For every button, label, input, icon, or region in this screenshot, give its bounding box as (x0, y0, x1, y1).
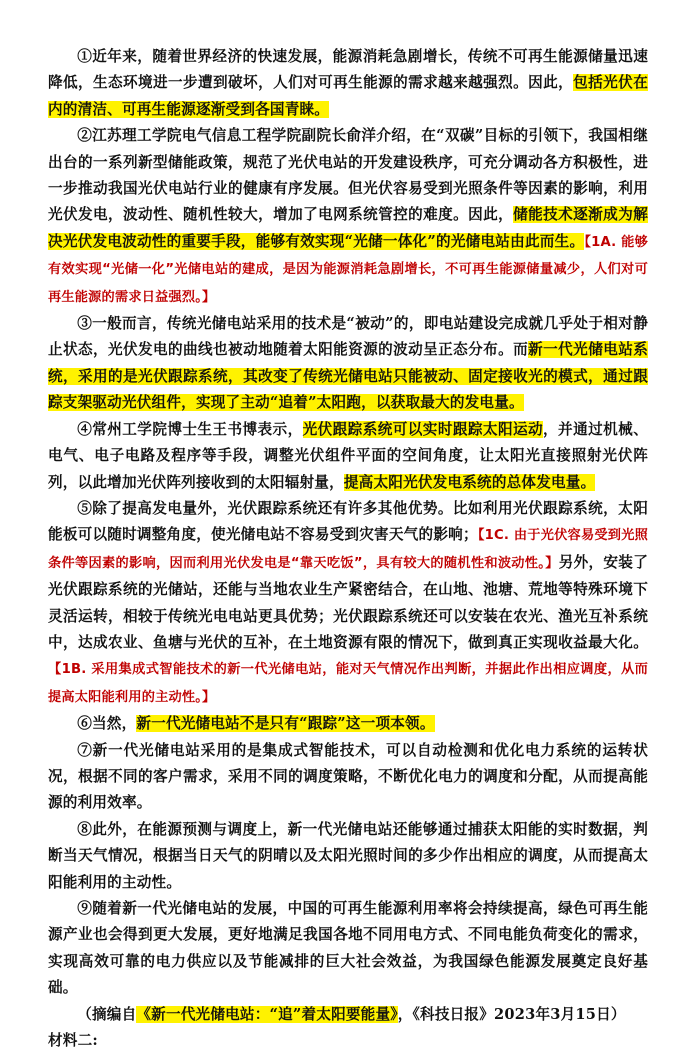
p8-text: ⑧此外，在能源预测与调度上，新一代光储电站还能够通过捕获太阳能的实时数据，判断当天气情况，根据当日天气的阴晴以及太阳光照时间的多少作出相应的调度，从而提高太阳能利用的主动性。 (48, 820, 648, 891)
p2-text: ②江苏理工学院电气信息工程学院副院长俞洋介绍，在“双碳”目标的引领下，我国相继出台的一系列新型储能政策，规范了光伏电站的开发建设秩序，可充分调动各方积极性，进一步推动我国光伏电站行业的健康有序发展。但光伏容易受到光照条件等因素的影响，利用光伏发电，波动性、随机性较大，增加了电网系统管控的难度。因此， (48, 127, 648, 224)
p7-text: ⑦新一代光储电站采用的是集成式智能技术，可以自动检测和优化电力系统的运转状况，根据不同的客户需求，采用不同的调度策略，不断优化电力的调度和分配，从而提高能源的利用效率。 (48, 741, 648, 812)
source-title: 《新一代光储电站：“追”着太阳要能量》 (136, 1005, 398, 1023)
paragraph-9 (48, 896, 648, 1002)
p2-annotation: 【1A. 能够有效实现“光储一化”光储电站的建成，是因为能源消耗急剧增长，不可再生能源储量减少，人们对可再生能源的需求日益强烈。】 (48, 234, 648, 305)
p4-text-b: ，并通过机械、电气、电子电路及程序等手段，调整光伏组件平面的空间角度，让太阳光直接照射光伏阵列，以此增加光伏阵列接收到的太阳辐射量， (48, 420, 648, 491)
source-citation (48, 1002, 648, 1028)
source-suffix: ，《科技日报》2023年3月15日） (397, 1005, 626, 1023)
p3-highlight: 新一代光储电站系统，采用的是光伏跟踪系统，其改变了传统光储电站只能被动、固定接收光的模式，通过跟踪支架驱动光伏组件，实现了主动“追着”太阳跑，以获取最大的发电量。 (48, 341, 649, 412)
paragraph-1 (48, 44, 648, 123)
paragraph-8 (48, 817, 648, 896)
p5-annotation-a: 【1C. 由于光伏容易受到光照条件等因素的影响，因而利用光伏发电是“靠天吃饭”，具有较大的随机性和波动性。】 (48, 528, 648, 571)
paragraph-6 (48, 711, 648, 737)
p6-highlight: 新一代光储电站不是只有“跟踪”这一项本领。 (136, 715, 435, 733)
paragraph-5 (48, 496, 648, 711)
source-prefix: （摘编自 (77, 1005, 137, 1023)
p5-annotation-b: 【1B. 采用集成式智能技术的新一代光储电站，能对天气情况作出判断，并据此作出相应调度，从而提高太阳能利用的主动性。】 (48, 662, 648, 705)
document-page (48, 44, 648, 1054)
paragraph-2 (48, 123, 648, 311)
paragraph-7 (48, 738, 648, 817)
paragraph-3 (48, 311, 648, 417)
material-label: 材料二: (48, 1032, 98, 1050)
p1-highlight: 包括光伏在内的清洁、可再生能源逐渐受到各国青睐。 (48, 74, 648, 118)
p5-text-b: 另外，安装了光伏跟踪系统的光储站，还能与当地农业生产紧密结合，在山地、池塘、荒地等特殊环境下灵活运转，相较于传统光电电站更具优势；光伏跟踪系统还可以安装在农光、渔光互补系统中，达成农业、鱼塘与光伏的互补，在土地资源有限的情况下，做到真正实现收益最大化。 (48, 553, 649, 651)
p1-text: ①近年来，随着世界经济的快速发展，能源消耗急剧增长，传统不可再生能源储量迅速降低，生态环境进一步遭到破坏，人们对可再生能源的需求越来越强烈。因此， (48, 48, 648, 92)
p5-text-a: ⑤除了提高发电量外，光伏跟踪系统还有许多其他优势。比如利用光伏跟踪系统，太阳能板可以随时调整角度，使光储电站不容易受到灾害天气的影响； (48, 499, 648, 544)
paragraph-4 (48, 417, 648, 496)
p3-text: ③一般而言，传统光储电站采用的技术是“被动”的，即电站建设完成就几乎处于相对静止状态，光伏发电的曲线也被动地随着太阳能资源的波动呈正态分布。而 (48, 315, 648, 359)
p4-highlight-b: 提高太阳光伏发电系统的总体发电量。 (343, 473, 596, 491)
p9-text: ⑨随着新一代光储电站的发展，中国的可再生能源利用率将会持续提高，绿色可再生能源产业也会得到更大发展，更好地满足我国各地不同用电方式、不同电能负荷变化的需求，实现高效可靠的电力供应以及节能减排的巨大社会效益，为我国绿色能源发展奠定良好基础。 (48, 900, 648, 997)
p6-text: ⑥当然， (77, 715, 137, 733)
p2-highlight: 储能技术逐渐成为解决光伏发电波动性的重要手段，能够有效实现“光储一体化”的光储电站由此而生。 (48, 206, 648, 250)
p4-text-a: ④常州工学院博士生王书博表示， (77, 420, 303, 438)
p4-highlight-a: 光伏跟踪系统可以实时跟踪太阳运动 (302, 420, 544, 438)
